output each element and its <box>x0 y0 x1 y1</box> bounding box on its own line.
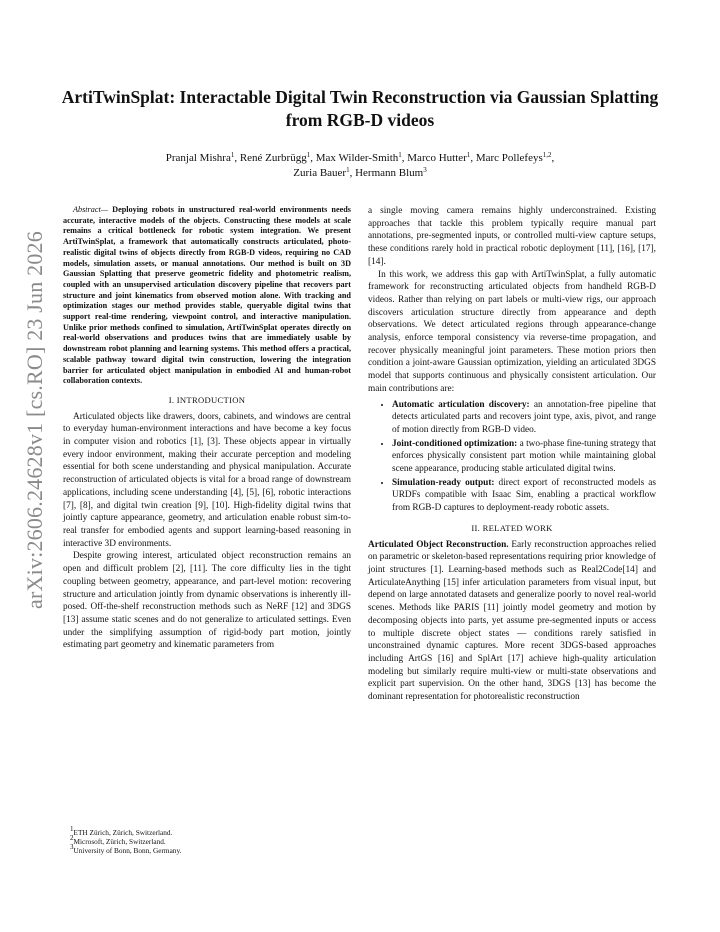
contribution-head: Simulation-ready output: <box>392 477 495 488</box>
footnote-mark: 1 <box>70 825 74 833</box>
paragraph-text: Early reconstruction approaches relied on parametric or skeleton-based representations requiring prior knowledge of joint structures [1]. Learning-based methods such as Real2Code[14] and ArticulateAnything [15] infer articulation parameters from visual input, but depend on large annotated datasets and generalize poorly to novel real-world scenes. Methods like PARIS [11] jointly model geometry and motion by decomposing objects into parts, yet assume pre-segmented inputs or access to multiple discrete object states — conditions rarely satisfied in unconstrained dynamic captures. More recent 3DGS-based approaches including ArtGS [16] and SplArt [17] achieve high-quality articulation modeling but similarly require multi-view or multi-state observations and explicit part supervision. On the other hand, 3DGS [13] has become the dominant representation for photorealistic reconstruction <box>368 539 656 703</box>
author-affiliation: 1 <box>306 151 311 159</box>
author-affiliation: 1 <box>466 151 471 159</box>
author-affiliation: 1 <box>346 165 350 174</box>
footnote <box>70 825 350 837</box>
footnote-mark: 3 <box>70 843 74 852</box>
author-affiliation: 3 <box>423 165 427 174</box>
list-item <box>392 399 656 437</box>
author-name: Pranjal Mishra <box>165 152 231 164</box>
contribution-text: an annotation-free pipeline that detects articulated parts and recovers joint type, axis, pivot, and range of motion directly from RGB-D video. <box>392 399 657 435</box>
related-work-paragraph <box>368 539 656 704</box>
footnote <box>70 843 350 856</box>
paragraph-heading: Articulated Object Reconstruction. <box>368 539 509 550</box>
contribution-text: a two-phase fine-tuning strategy that enforces physically consistent part motion while maintaining global scene appearance, producing stable articulated digital twins. <box>392 438 656 475</box>
section-heading-related-work: II. RELATED WORK <box>471 522 553 533</box>
abstract-label: Abstract <box>73 205 101 214</box>
author-name: Zuria Bauer <box>293 166 347 179</box>
arxiv-id-text: arXiv:2606.24628v1 [cs.RO] 23 Jun 2026 <box>22 231 47 609</box>
arxiv-sidebar-identifier <box>18 180 52 660</box>
contribution-head: Joint-conditioned optimization: <box>392 438 518 449</box>
section-heading-introduction: I. INTRODUCTION <box>168 394 246 405</box>
contribution-text: direct export of reconstructed models as URDFs compatible with Isaac Sim, enabling a practical workflow from RGB-D captures to deployment-ready robotic assets. <box>392 477 657 514</box>
author-name: Marc Pollefeys <box>475 152 543 164</box>
author-affiliation: 1 <box>398 151 402 159</box>
intro-paragraph: Despite growing interest, articulated object reconstruction remains an open and difficult problem [2], [11]. The core difficulty lies in the tight coupling between geometry, appearance, and part-level motion: recovering structure and articulation jointly from dynamic observations is inherently ill-posed. Off-the-shelf reconstruction methods such as NeRF [12] and 3DGS [13] assume static scenes and do not generalize to articulated settings. Even under the simplifying assumption of rigid-body part motion, jointly estimating part geometry and kinematic parameters from <box>63 551 351 651</box>
right-column <box>368 205 656 704</box>
abstract-text: Deploying robots in unstructured real-world environments needs accurate, interactive models of the objects. Constructing these models at scale remains a critical bottleneck for robotic system integration. We present ArtiTwinSplat, a framework that automatically constructs articulated, photo-realistic digital twins of objects directly from RGB-D videos, requiring no CAD models, simulation assets, or manual annotations. Our method is built on 3D Gaussian Splatting that preserve geometric fidelity and photometric realism, coupled with an unsupervised articulation discovery pipeline that recovers part structure and joint kinematics from observed motion alone. With tracking and optimization stages our method provides stable, queryable digital twins that support real-time rendering, viewpoint control, and interactive manipulation. Unlike prior methods confined to simulation, ArtiTwinSplat operates directly on real-world observations and produces twins that are immediately usable by downstream robot planning and learning systems. This method offers a practical, scalable pathway toward digital twin construction, lowering the integration barrier for articulated object manipulation in embodied AI and human-robot collaboration contexts. <box>63 205 351 386</box>
author-affiliation: 1,2 <box>542 151 552 159</box>
author-name: René Zurbrügg <box>239 152 307 164</box>
affiliation-footnotes <box>70 825 350 856</box>
paper-title: ArtiTwinSplat: Interactable Digital Twin Reconstruction via Gaussian Splatting from RGB-D videos <box>61 87 659 130</box>
abstract: Abstract— Deploying robots in unstructured real-world environments needs accurate, interactive models of the objects. Constructing these models at scale remains a critical bottleneck for robotic system integration. We present ArtiTwinSplat, a framework that automatically constructs articulated, photo-realistic digital twins of objects directly from RGB-D videos, requiring no CAD models, simulation assets, or manual annotations. Our method is built on 3D Gaussian Splatting that preserve geometric fidelity and photometric realism, coupled with an unsupervised articulation discovery pipeline that recovers part structure and joint kinematics from observed motion alone. With tracking and optimization stages our method provides stable, queryable digital twins that support real-time rendering, viewpoint control, and interactive manipulation. Unlike prior methods confined to simulation, ArtiTwinSplat operates directly on real-world observations and produces twins that are immediately usable by downstream robot planning and learning systems. This method offers a practical, scalable pathway toward digital twin construction, lowering the integration barrier for articulated object manipulation in embodied AI and human-robot collaboration contexts. <box>63 205 351 386</box>
intro-paragraph: In this work, we address this gap with ArtiTwinSplat, a fully automatic framework for reconstructing articulated objects from handheld RGB-D videos. Rather than relying on part labels or multi-view rigs, our approach discovers articulation structure directly from appearance and depth observations. We detect articulated regions through appearance-change analysis, enforce temporal consistency via reverse-time propagation, and recover physically meaningful joint parameters. These motion priors then condition a joint-aware Gaussian optimization, yielding an articulated 3DGS model that supports continuous and physically consistent articulation. Our main contributions are: <box>368 269 656 394</box>
footnote-text: ETH Zürich, Zürich, Switzerland. <box>73 828 173 837</box>
intro-paragraph: Articulated objects like drawers, doors, cabinets, and windows are central to everyday human-environment interactions and have become a key focus in computer vision and robotics [1], [3]. These objects appear in virtually every indoor environment, making their accurate perception and modeling essential for both scene understanding and physical manipulation. Accurate reconstruction of articulated objects is vital for a broad range of downstream applications, including scene understanding [4], [5], [6], robotic interactions [7], [8], and digital twin creation [9], [10]. High-fidelity digital twins that jointly capture appearance, geometry, and articulation enable robust sim-to-real transfer for embodied agents and support learning-based reasoning in interactive 3D environments. <box>63 411 351 549</box>
list-item <box>392 438 656 476</box>
footnote-text: Microsoft, Zürich, Switzerland. <box>73 837 166 847</box>
left-column <box>63 205 351 652</box>
footnote-mark: 2 <box>70 834 74 843</box>
list-item <box>392 477 656 515</box>
footnote-text: University of Bonn, Bonn, Germany. <box>73 846 182 856</box>
author-list: Pranjal Mishra$^1$, René Zurbrügg$^1$, Max Wilder-Smith$^1$, Marco Hutter$^1$, Marc Pollefeys$^{1,2}$, Zuria Bauer$^1$, Hermann Blum$^3$ <box>165 151 555 179</box>
author-name: Marco Hutter <box>407 152 467 164</box>
contribution-head: Automatic articulation discovery: <box>392 399 530 410</box>
author-name: Max Wilder-Smith <box>315 152 399 164</box>
author-affiliation: 1 <box>230 151 235 159</box>
intro-paragraph: a single moving camera remains highly underconstrained. Existing approaches that tackle this problem typically require manual part annotations, pre-segmented inputs, or controlled multi-view capture setups, these conditions rarely hold in practical robotic deployment [11], [16], [17], [14]. <box>368 206 656 267</box>
contributions-list <box>368 399 656 515</box>
author-name: Hermann Blum <box>355 166 424 179</box>
